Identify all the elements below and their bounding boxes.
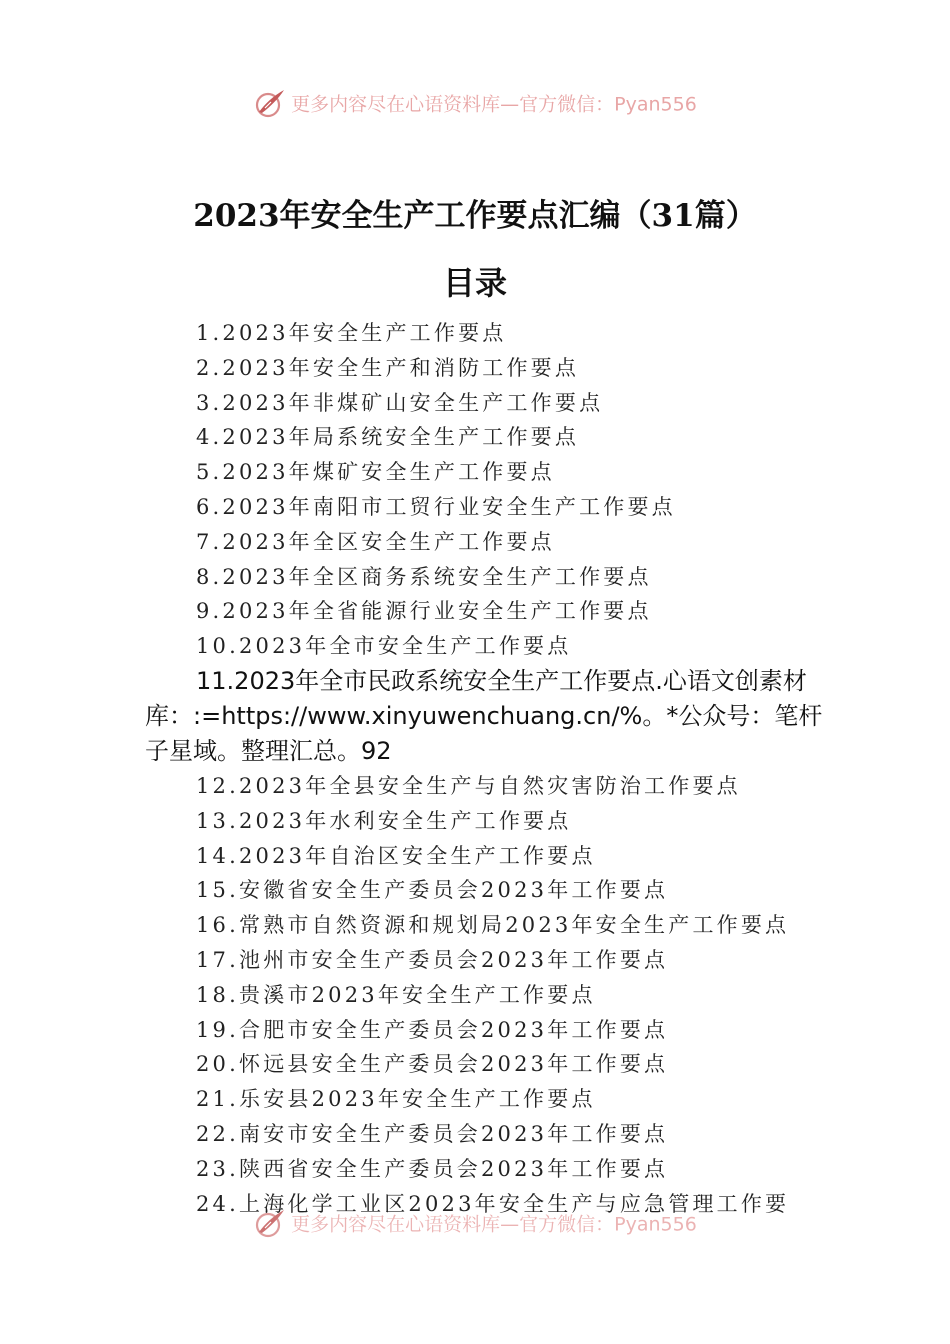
toc-item[interactable]: 22.南安市安全生产委员会2023年工作要点 <box>196 1121 669 1146</box>
toc-item[interactable]: 9.2023年全省能源行业安全生产工作要点 <box>196 599 652 624</box>
toc-item[interactable]: 16.常熟市自然资源和规划局2023年安全生产工作要点 <box>196 913 790 938</box>
toc-item[interactable]: 12.2023年全县安全生产与自然灾害防治工作要点 <box>196 773 741 798</box>
watermark-text: 更多内容尽在心语资料库—官方微信：Pyan556 <box>291 93 697 116</box>
toc-item[interactable]: 7.2023年全区安全生产工作要点 <box>196 529 555 554</box>
toc-item[interactable]: 17.池州市安全生产委员会2023年工作要点 <box>196 947 669 972</box>
document-title: 2023年安全生产工作要点汇编（31篇） <box>193 198 757 234</box>
quill-seal-icon <box>253 1208 287 1238</box>
toc-item[interactable]: 2.2023年安全生产和消防工作要点 <box>196 355 580 380</box>
toc-item[interactable]: 10.2023年全市安全生产工作要点 <box>196 634 572 659</box>
toc-item[interactable]: 4.2023年局系统安全生产工作要点 <box>196 425 580 450</box>
toc-item[interactable]: 23.陕西省安全生产委员会2023年工作要点 <box>196 1156 669 1181</box>
toc-item[interactable]: 3.2023年非煤矿山安全生产工作要点 <box>196 390 604 415</box>
toc-item[interactable]: 6.2023年南阳市工贸行业安全生产工作要点 <box>196 494 676 519</box>
toc-item[interactable]: 21.乐安县2023年安全生产工作要点 <box>196 1087 596 1112</box>
footer-watermark <box>0 1208 950 1238</box>
watermark-text: 更多内容尽在心语资料库—官方微信：Pyan556 <box>291 1213 697 1236</box>
toc-item[interactable]: 8.2023年全区商务系统安全生产工作要点 <box>196 564 652 589</box>
toc-item[interactable]: 14.2023年自治区安全生产工作要点 <box>196 843 596 868</box>
toc-item[interactable]: 15.安徽省安全生产委员会2023年工作要点 <box>196 878 669 903</box>
toc-item[interactable]: 13.2023年水利安全生产工作要点 <box>196 808 572 833</box>
toc-item[interactable]: 20.怀远县安全生产委员会2023年工作要点 <box>196 1052 669 1077</box>
toc-item[interactable]: 5.2023年煤矿安全生产工作要点 <box>196 460 555 485</box>
toc-item[interactable]: 19.合肥市安全生产委员会2023年工作要点 <box>196 1017 669 1042</box>
toc-item[interactable]: 24.上海化学工业区2023年安全生产与应急管理工作要 <box>196 1191 790 1216</box>
toc-list <box>0 316 950 1221</box>
toc-item-special[interactable]: 11.2023年全市民政系统安全生产工作要点.心语文创素材库：:=https://www.xinyuwenchuang.cn/%。*公众号：笔杆子星域。整理汇总。92 <box>145 666 823 765</box>
quill-seal-icon <box>253 88 287 118</box>
toc-heading: 目录 <box>442 264 507 302</box>
toc-item[interactable]: 18.贵溪市2023年安全生产工作要点 <box>196 982 596 1007</box>
header-watermark <box>0 88 950 118</box>
toc-item[interactable]: 1.2023年安全生产工作要点 <box>196 321 507 345</box>
